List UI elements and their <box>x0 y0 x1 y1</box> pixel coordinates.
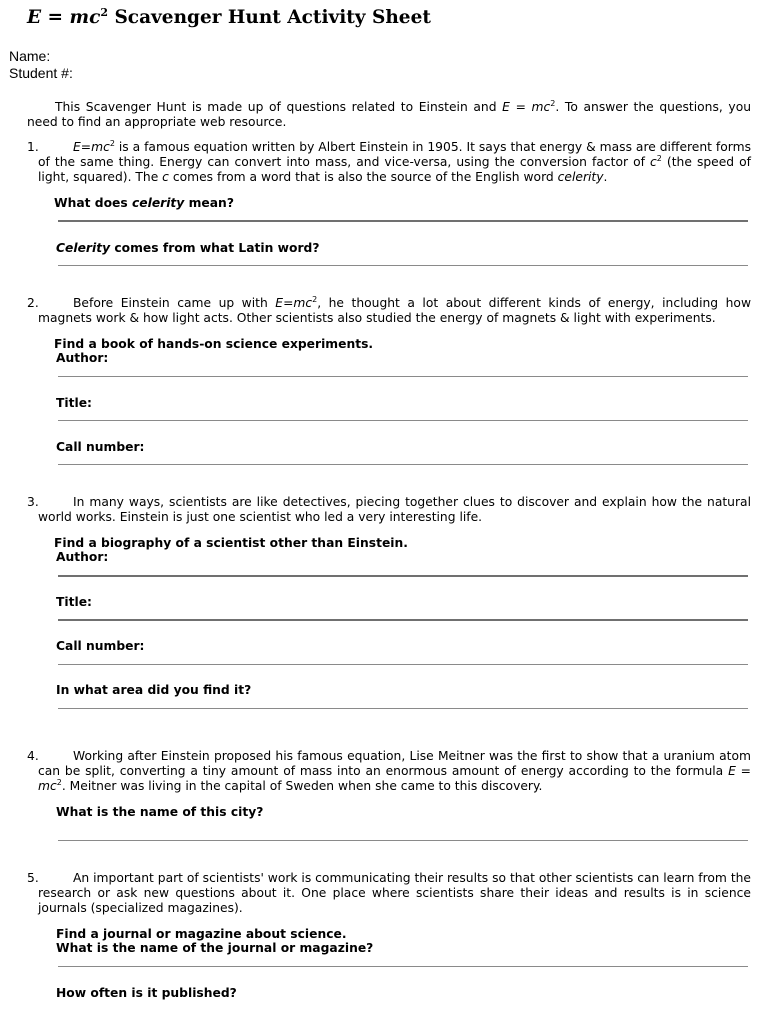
answer-line-q4-city[interactable] <box>58 840 748 841</box>
q1-text-b: (the speed of light, squared). The <box>38 154 751 184</box>
q1-prompt1-a: What does <box>54 196 132 210</box>
q3-call-number-label: Call number: <box>56 639 145 653</box>
q5-number: 5. <box>27 871 39 885</box>
q4-exponent: 2 <box>56 777 62 787</box>
page-title <box>27 7 431 28</box>
q1-celerity: celerity <box>557 169 604 184</box>
q2-mc: mc <box>293 296 313 310</box>
q1-prompt-meaning <box>54 196 234 210</box>
q2-paragraph <box>38 296 751 326</box>
title-exponent: 2 <box>100 5 108 19</box>
answer-line-q5-name[interactable] <box>58 966 748 967</box>
q2-call-number-label: Call number: <box>56 440 145 454</box>
answer-line-q3-call-number[interactable] <box>58 664 748 665</box>
title-eq: = <box>41 7 70 28</box>
q5-prompt-name: What is the name of the journal or magazine? <box>56 941 374 955</box>
name-label: Name: <box>9 48 51 64</box>
answer-line-q1-latin[interactable] <box>58 265 748 266</box>
q3-title-label: Title: <box>56 595 92 609</box>
q4-text-a: Working after Einstein proposed his famous equation, Lise Meitner was the first to show that a uranium atom can be split, converting a tiny amount of mass into an enormous amount of energy according to the formula <box>38 749 751 778</box>
student-number-label: Student #: <box>9 65 73 81</box>
q4-number: 4. <box>27 749 39 763</box>
answer-line-q3-title[interactable] <box>58 619 748 621</box>
intro-eq: = <box>509 100 532 114</box>
q5-paragraph: An important part of scientists' work is communicating their results so that other scientists can learn from the research or ask new questions about it. One place where scientists share their ideas and results is in science journals (specialized magazines). <box>38 871 751 915</box>
q4-eq: = <box>735 763 751 778</box>
q3-prompt: Find a biography of a scientist other than Einstein. <box>54 536 408 550</box>
title-mc: mc <box>69 7 101 28</box>
q1-c-italic: c <box>162 169 169 184</box>
answer-line-q3-area[interactable] <box>58 708 748 709</box>
answer-line-q2-call-number[interactable] <box>58 464 748 465</box>
q1-text-a: is a famous equation written by Albert Einstein in 1905. It says that energy & mass are different forms of the same thing. Energy can convert into mass, and vice-versa, using the conversion factor of <box>38 140 751 169</box>
answer-line-q2-title[interactable] <box>58 420 748 421</box>
q2-title-label: Title: <box>56 396 92 410</box>
title-rest: Scavenger Hunt Activity Sheet <box>108 7 431 28</box>
intro-e: E <box>502 100 510 114</box>
q1-e: E <box>73 140 81 154</box>
q2-author-label: Author: <box>56 351 109 365</box>
q2-text-a: Before Einstein came up with <box>73 296 276 310</box>
q3-paragraph: In many ways, scientists are like detectives, piecing together clues to discover and explain how the natural world works. Einstein is just one scientist who led a very interesting life. <box>38 495 751 524</box>
q5-prompt-frequency: How often is it published? <box>56 986 237 1000</box>
q3-author-label: Author: <box>56 550 109 564</box>
intro-exponent: 2 <box>550 98 556 108</box>
q1-eq: = <box>80 140 92 154</box>
intro-mc: mc <box>531 100 551 114</box>
q3-area-prompt: In what area did you find it? <box>56 683 252 697</box>
q1-prompt-latin <box>56 241 319 255</box>
q4-mc: mc <box>38 778 57 793</box>
q2-exponent: 2 <box>312 294 318 304</box>
q2-number: 2. <box>27 296 39 310</box>
q1-prompt2-b: comes from what Latin word? <box>110 241 320 255</box>
q2-eq: = <box>283 296 294 310</box>
q2-e: E <box>275 296 284 310</box>
q2-text-b: , he thought a lot about different kinds of energy, including how magnets work & how light acts. Other scientists also studied the energy of magnets & light with experiments. <box>38 296 751 325</box>
q1-paragraph <box>38 140 751 184</box>
q1-text-c: comes from a word that is also the source of the English word <box>168 169 558 184</box>
q1-number: 1. <box>27 140 39 154</box>
q4-text-b: . Meitner was living in the capital of Sweden when she came to this discovery. <box>61 778 543 793</box>
q2-prompt: Find a book of hands-on science experiments. <box>54 337 374 351</box>
q1-prompt2-a: Celerity <box>56 241 111 255</box>
q1-period: . <box>603 169 608 184</box>
title-e: E <box>27 7 42 28</box>
q1-c: c <box>650 154 657 169</box>
q5-prompt-find: Find a journal or magazine about science. <box>56 927 347 941</box>
answer-line-q1-meaning[interactable] <box>58 220 748 222</box>
q1-prompt1-c: mean? <box>184 196 234 210</box>
intro-text-b: . To answer the questions, you need to find an appropriate web resource. <box>27 100 752 129</box>
q1-c-exponent: 2 <box>656 153 662 163</box>
intro-paragraph <box>27 100 751 130</box>
q4-paragraph <box>38 749 751 793</box>
answer-line-q3-author[interactable] <box>58 575 748 577</box>
q4-e: E <box>728 763 736 778</box>
q3-number: 3. <box>27 495 39 509</box>
q1-mc: mc <box>91 140 110 154</box>
q4-prompt: What is the name of this city? <box>56 805 264 819</box>
q1-exponent: 2 <box>109 138 115 148</box>
intro-text-a: This Scavenger Hunt is made up of questions related to Einstein and <box>55 100 503 114</box>
q1-prompt1-b: celerity <box>131 196 185 210</box>
answer-line-q2-author[interactable] <box>58 376 748 377</box>
